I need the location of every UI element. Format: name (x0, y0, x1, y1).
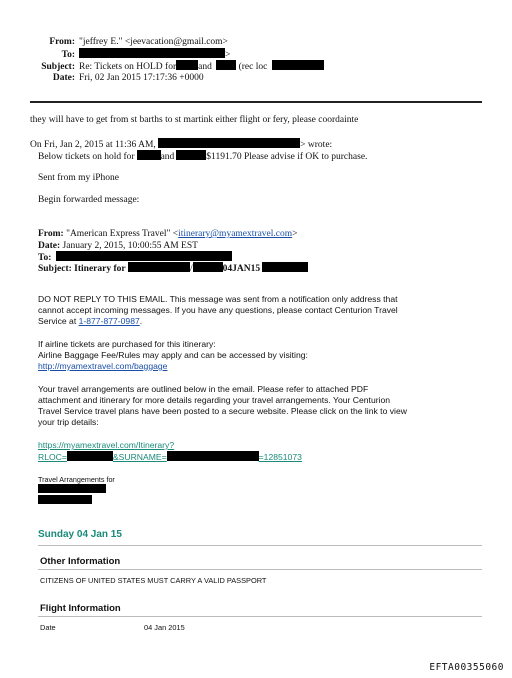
redaction (38, 484, 106, 493)
itinerary-link-2[interactable]: RLOC= &SURNAME= =12851073 (38, 452, 302, 462)
redaction (137, 150, 161, 160)
forwarded-label: Begin forwarded message: (38, 195, 140, 205)
header-from (0, 36, 228, 48)
reply-line: they will have to get from st barths to st martink either flight or fery, please coordainte (30, 115, 359, 125)
itinerary-link-1[interactable]: https://myamextravel.com/Itinerary? (38, 440, 175, 450)
quote-intro: On Fri, Jan 2, 2015 at 11:36 AM, > wrote: (30, 140, 333, 150)
date-label: Date: (52, 73, 75, 83)
redaction (67, 451, 113, 461)
fwd-email-link[interactable]: itinerary@myamextravel.com (178, 229, 293, 239)
redaction (56, 251, 232, 261)
day-heading: Sunday 04 Jan 15 (38, 529, 122, 540)
other-info-heading: Other Information (40, 556, 121, 567)
document-id: EFTA00355060 (429, 662, 504, 673)
redaction (128, 262, 190, 272)
redaction (158, 138, 300, 148)
from-value: "jeffrey E." <jeevacation@gmail.com> (79, 37, 228, 47)
divider (38, 569, 482, 570)
travel-line-1: Your travel arrangements are outlined below in the email. Please refer to attached PDF (38, 384, 369, 394)
fwd-from: From: "American Express Travel" <itinerary@myamextravel.com> (38, 229, 298, 239)
subject-prefix: Re: Tickets on HOLD for (79, 62, 177, 72)
redaction (176, 150, 206, 160)
hold-line: Below tickets on hold for and $1191.70 Please advise if OK to purchase. (38, 152, 368, 162)
airline-line-1: If airline tickets are purchased for this itinerary: (38, 339, 216, 349)
notice-line-2: cannot accept incoming messages. If you have any questions, please contact Centurion Travel (38, 305, 398, 315)
sent-from: Sent from my iPhone (38, 173, 120, 183)
redaction (79, 48, 225, 58)
to-label: To: (61, 50, 75, 60)
fwd-date: Date: January 2, 2015, 10:00:55 AM EST (38, 241, 198, 251)
travel-line-4: your trip details: (38, 417, 99, 427)
redaction (262, 262, 308, 272)
header-date (0, 72, 204, 84)
travel-line-3: Travel Service travel plans have been posted to a secure website. Please click on the link to view (38, 406, 407, 416)
notice-line-3: Service at 1-877-877-0987. (38, 316, 143, 326)
fwd-subject: Subject: Itinerary for / 04JAN15 (38, 262, 308, 275)
redaction (193, 262, 223, 272)
subject-label: Subject: (41, 62, 75, 72)
notice-line-1: DO NOT REPLY TO THIS EMAIL. This message was sent from a notification only address that (38, 294, 398, 304)
arrangements-for: Travel Arrangements for (38, 475, 115, 484)
flight-date-value: 04 Jan 2015 (144, 623, 185, 632)
phone-link[interactable]: 1-877-877-0987 (78, 316, 140, 326)
redaction (216, 60, 236, 70)
from-label: From: (49, 37, 75, 47)
redaction (38, 495, 92, 504)
flight-info-heading: Flight Information (40, 603, 121, 614)
baggage-link[interactable]: http://myamextravel.com/baggage (38, 361, 168, 371)
redaction (176, 60, 198, 70)
divider (38, 545, 482, 546)
flight-date-label: Date (40, 623, 56, 632)
fwd-to: To: (38, 251, 232, 264)
header-divider (30, 101, 482, 103)
date-value: Fri, 02 Jan 2015 17:17:36 +0000 (79, 73, 204, 83)
redaction (272, 60, 324, 70)
header-subject: Subject: Re: Tickets on HOLD for and (rec loc (0, 60, 324, 73)
redaction (167, 451, 259, 461)
airline-line-2: Airline Baggage Fee/Rules may apply and can be accessed by visiting: (38, 350, 308, 360)
travel-line-2: attachment and itinerary for more details regarding your travel arrangements. Your Centurion (38, 395, 391, 405)
header-to: To: > (0, 48, 230, 61)
divider (38, 616, 482, 617)
passport-notice: CITIZENS OF UNITED STATES MUST CARRY A VALID PASSPORT (40, 576, 267, 585)
